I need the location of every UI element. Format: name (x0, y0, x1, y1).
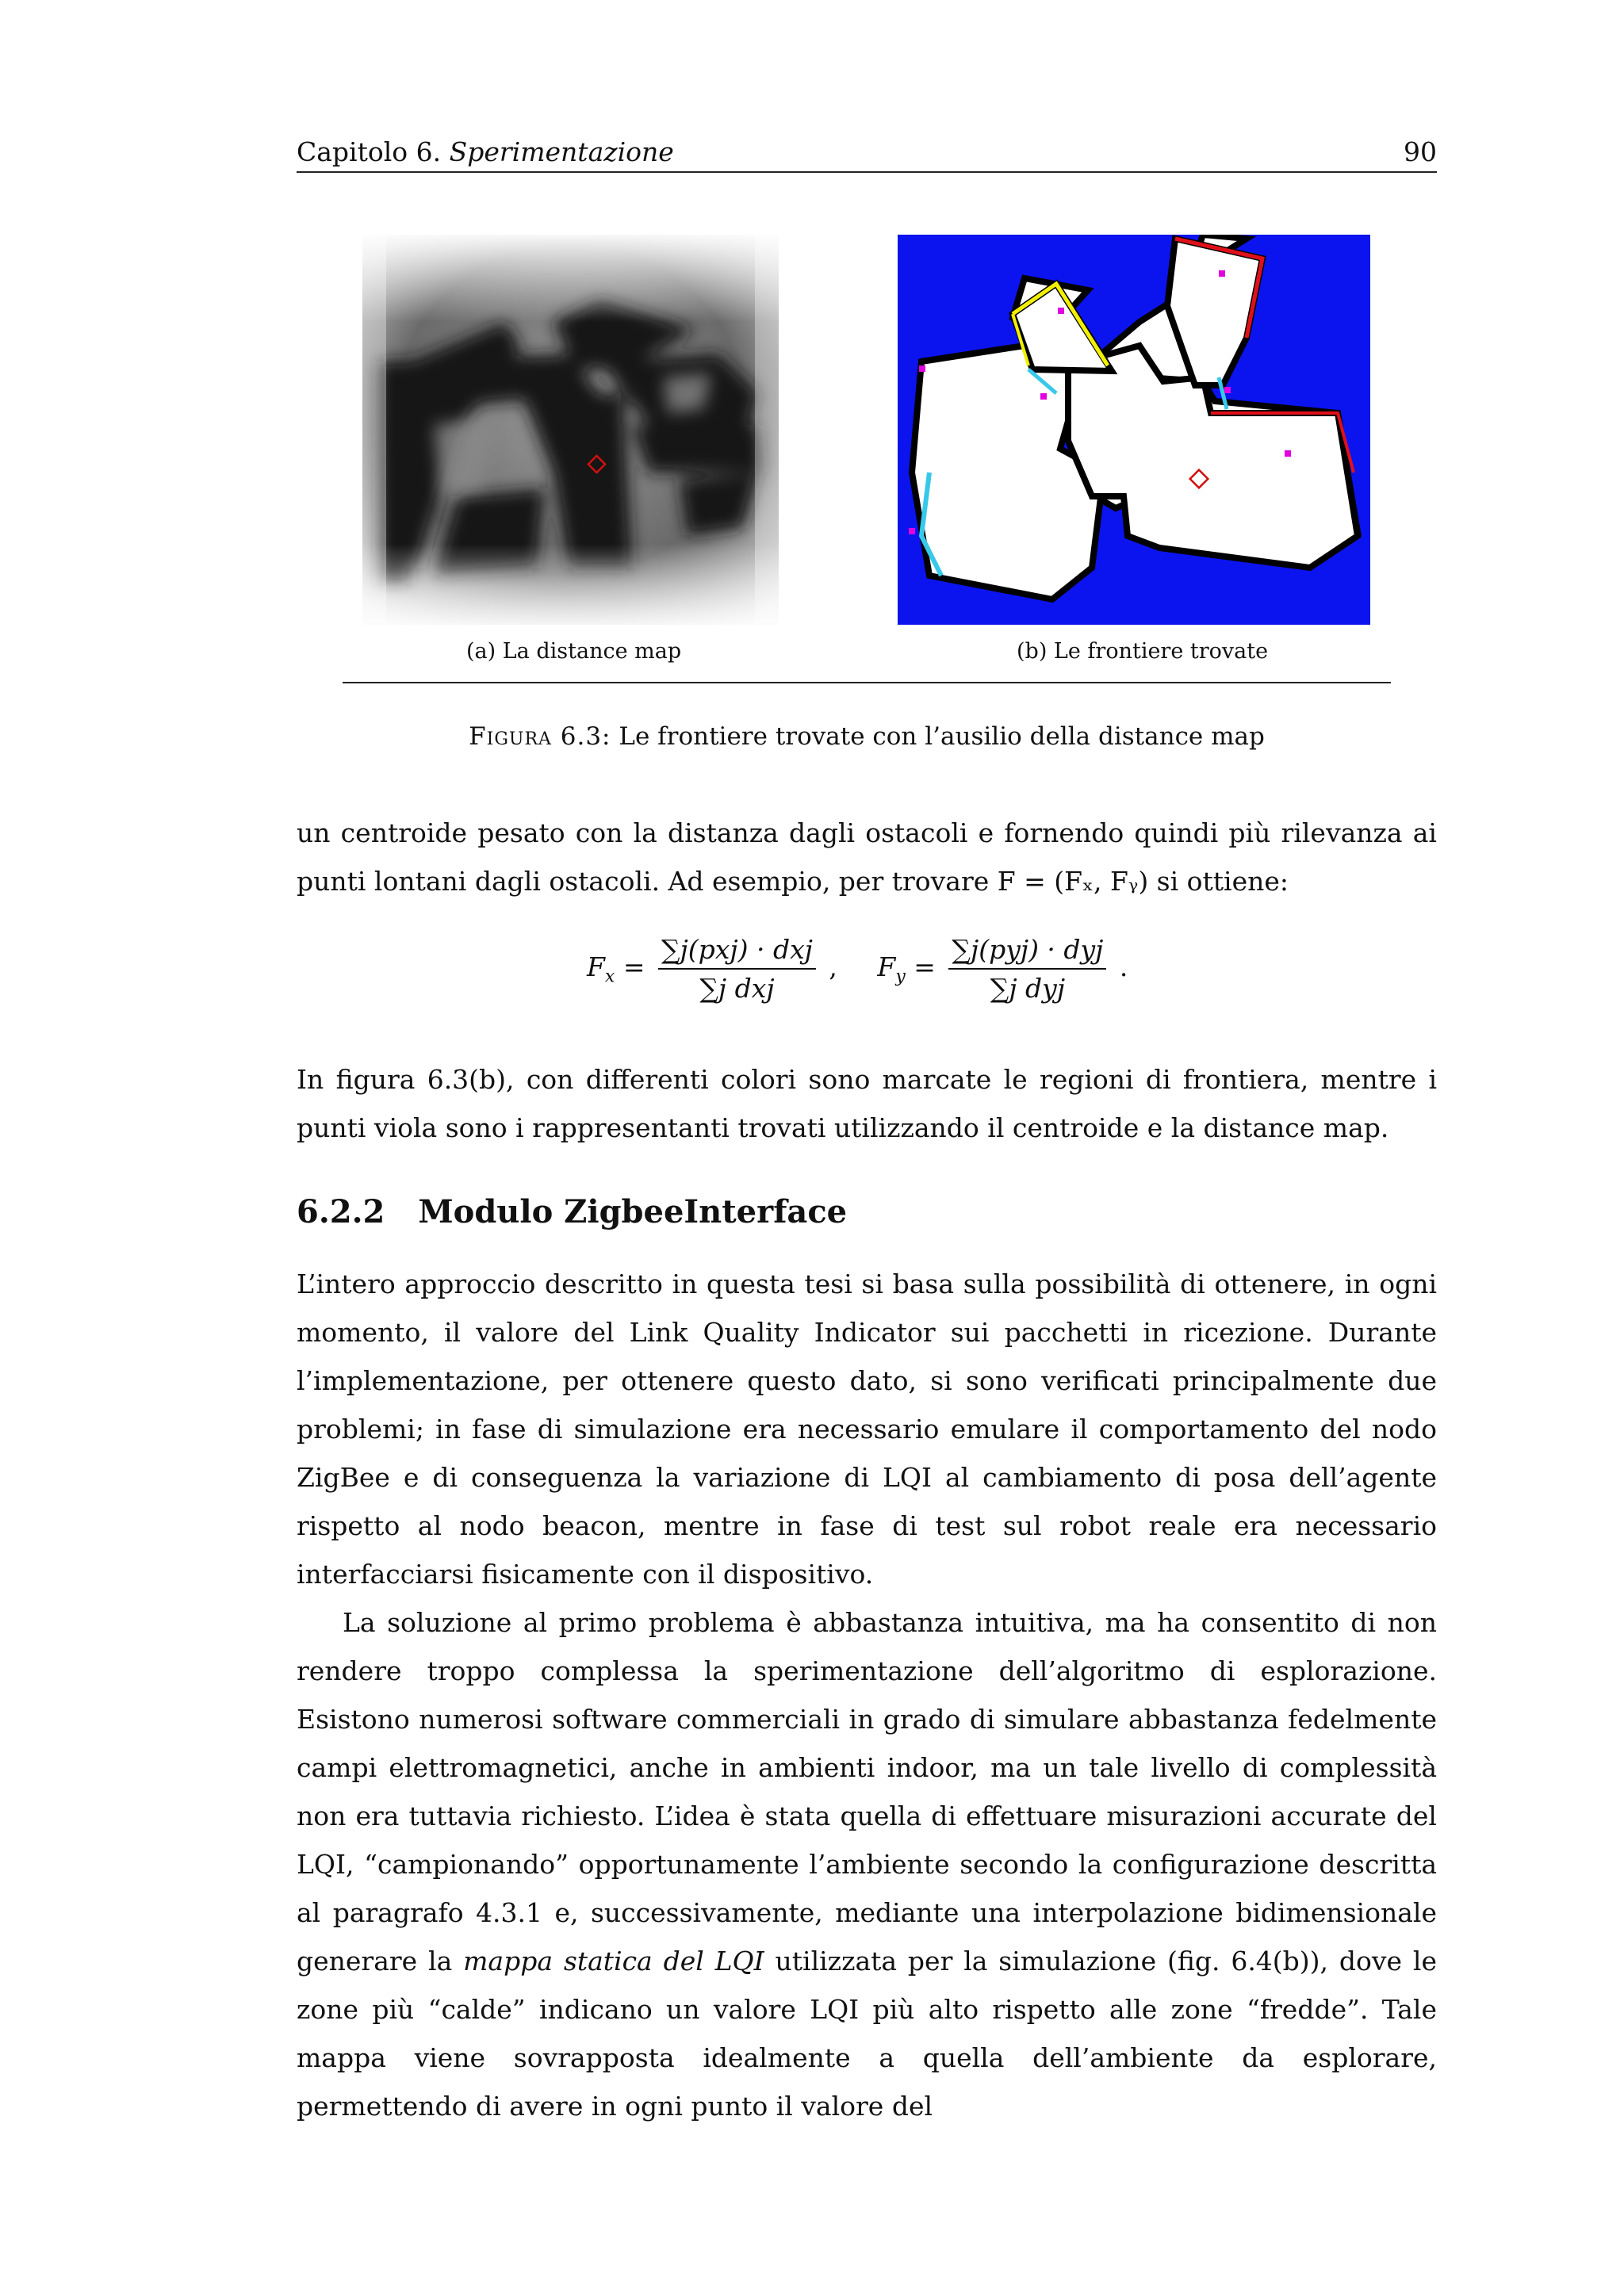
figure-caption-text: Le frontiere trovate con l’ausilio della distance map (619, 722, 1265, 751)
centroid-equation: $F_x$ = $\frac{\text{∑j(pxj) · dxj}}{\text{∑j dxj}}$ , $F_y$ = $\frac{\text{∑j(pyj) · dyj}}{\text{∑j dyj}}$ . (587, 934, 1128, 1004)
subcaption-b: (b) Le frontiere trovate (1017, 639, 1269, 664)
frontiers-svg (898, 235, 1370, 625)
chapter-title: Sperimentazione (449, 136, 674, 167)
fy-fraction: $\frac{\text{∑j(pyj) · dyj}}{\text{∑j dyj}}$ (948, 934, 1106, 1004)
frontiers-image (898, 235, 1370, 625)
distance-map-svg (362, 235, 779, 625)
fx-fraction: $\frac{\text{∑j(pxj) · dxj}}{\text{∑j dxj}}$ (658, 934, 816, 1004)
italic-term: mappa statica del LQI (463, 1946, 764, 1976)
figure-caption-label: Figura 6.3: (469, 722, 611, 751)
paragraph-approach: L’intero approccio descritto in questa tesi si basa sulla possibilità di ottenere, in ogni momento, il valore del Link Quality Indicator sui pacchetti in ricezione. Durante l’implementazione, per ottenere questo dato, si sono verificati principalmente due problemi; in fase di simulazione era necessario emulare il comportamento del nodo ZigBee e di conseguenza la variazione di LQI al cambiamento di posa dell’agente rispetto al nodo beacon, mentre in fase di test sul robot reale era necessario interfacciarsi fisicamente con il dispositivo. (297, 1269, 1437, 1590)
section-title: Modulo ZigbeeInterface (418, 1193, 848, 1230)
figure-caption (297, 722, 1437, 751)
page-number: 90 (1404, 136, 1437, 167)
subcaption-a: (a) La distance map (466, 639, 682, 664)
chapter-label: Capitolo 6. (297, 136, 442, 167)
section-number: 6.2.2 (297, 1193, 385, 1230)
distance-map-image (362, 235, 779, 625)
paragraph-figure-description: In figura 6.3(b), con differenti colori sono marcate le regioni di frontiera, mentre i punti viola sono i rappresentanti trovati utilizzando il centroide e la distance map. (297, 1064, 1437, 1143)
paragraph-centroid: un centroide pesato con la distanza dagli ostacoli e fornendo quindi più rilevanza ai punti lontani dagli ostacoli. Ad esempio, per trovare F = (Fₓ, Fᵧ) si ottiene: (297, 817, 1437, 897)
figure-rule (343, 682, 1391, 683)
paragraph-solution: La soluzione al primo problema è abbastanza intuitiva, ma ha consentito di non rendere troppo complessa la sperimentazione dell’algoritmo di esplorazione. Esistono numerosi software commerciali in grado di simulare abbastanza fedelmente campi elettromagnetici, anche in ambienti indoor, ma un tale livello di complessità non era tuttavia richiesto. L’idea è stata quella di effettuare misurazioni accurate del LQI, “campionando” opportunamente l’ambiente secondo la configurazione descritta al paragrafo 4.3.1 e, successivamente, mediante una interpolazione bidimensionale generare la mappa statica del LQI utilizzata per la simulazione (fig. 6.4(b)), dove le zone più “calde” indicano un valore LQI più alto rispetto alle zone “fredde”. Tale mappa viene sovrapposta idealmente a quella dell’ambiente da esplorare, permettendo di avere in ogni punto il valore del (297, 1607, 1437, 2122)
running-header (297, 136, 1437, 173)
section-heading (297, 1193, 847, 1230)
